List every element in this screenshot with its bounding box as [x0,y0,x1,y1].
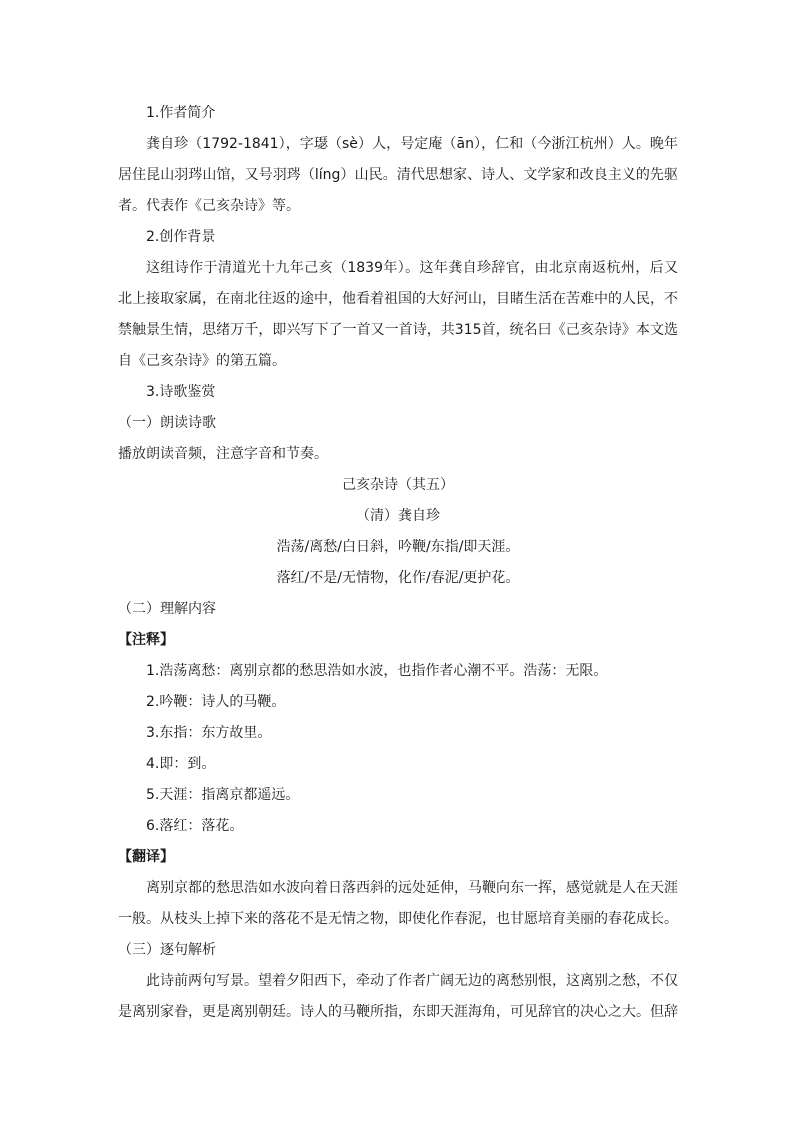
section-heading-appreciation: 3.诗歌鉴赏 [146,384,216,400]
note-item: 4.即：到。 [146,756,216,772]
poem-author: （清）龚自珍 [356,508,440,524]
note-item: 1.浩荡离愁：离别京都的愁思浩如水波，也指作者心潮不平。浩荡：无限。 [146,663,608,679]
note-item: 3.东指：东方故里。 [146,725,272,741]
poem-line-2: 落红/不是/无情物，化作/春泥/更护花。 [276,570,520,586]
section-heading-background: 2.创作背景 [146,229,216,245]
analysis-paragraph: 此诗前两句写景。望着夕阳西下，牵动了作者广阔无边的离愁别恨，这离别之愁，不仅是离别家眷，更是离别朝廷。诗人的马鞭所指，东即天涯海角，可见辞官的决心之大。但辞 [118,973,678,1020]
notes-label: 【注释】 [118,632,174,648]
poem-title: 己亥杂诗（其五） [342,477,454,493]
subheading-line-analysis: （三）逐句解析 [118,942,216,958]
section-heading-author-intro: 1.作者简介 [146,105,216,121]
reading-instruction: 播放朗读音频，注意字音和节奏。 [118,446,328,462]
note-item: 2.吟鞭：诗人的马鞭。 [146,694,286,710]
note-item: 5.天涯：指离京都遥远。 [146,787,300,803]
subheading-understand-content: （二）理解内容 [118,601,216,617]
subheading-read-poem: （一）朗读诗歌 [118,415,216,431]
note-item: 6.落红：落花。 [146,818,244,834]
author-intro-paragraph: 龚自珍（1792-1841），字璱（sè）人，号定庵（ān），仁和（今浙江杭州）人。晚年居住昆山羽琌山馆，又号羽琌（líng）山民。清代思想家、诗人、文学家和改良主义的先驱者。代表作《己亥杂诗》等。 [118,136,678,214]
translation-label: 【翻译】 [118,849,174,865]
poem-line-1: 浩荡/离愁/白日斜，吟鞭/东指/即天涯。 [276,539,520,555]
translation-paragraph: 离别京都的愁思浩如水波向着日落西斜的远处延伸，马鞭向东一挥，感觉就是人在天涯一般。从枝头上掉下来的落花不是无情之物，即使化作春泥，也甘愿培育美丽的春花成长。 [118,880,678,927]
document-body [118,98,678,1028]
background-paragraph: 这组诗作于清道光十九年己亥（1839年）。这年龚自珍辞官，由北京南返杭州，后又北上接取家属，在南北往返的途中，他看着祖国的大好河山，目睹生活在苦难中的人民，不禁触景生情，思绪万千，即兴写下了一首又一首诗，共315首，统名曰《己亥杂诗》本文选自《己亥杂诗》的第五篇。 [118,260,678,369]
